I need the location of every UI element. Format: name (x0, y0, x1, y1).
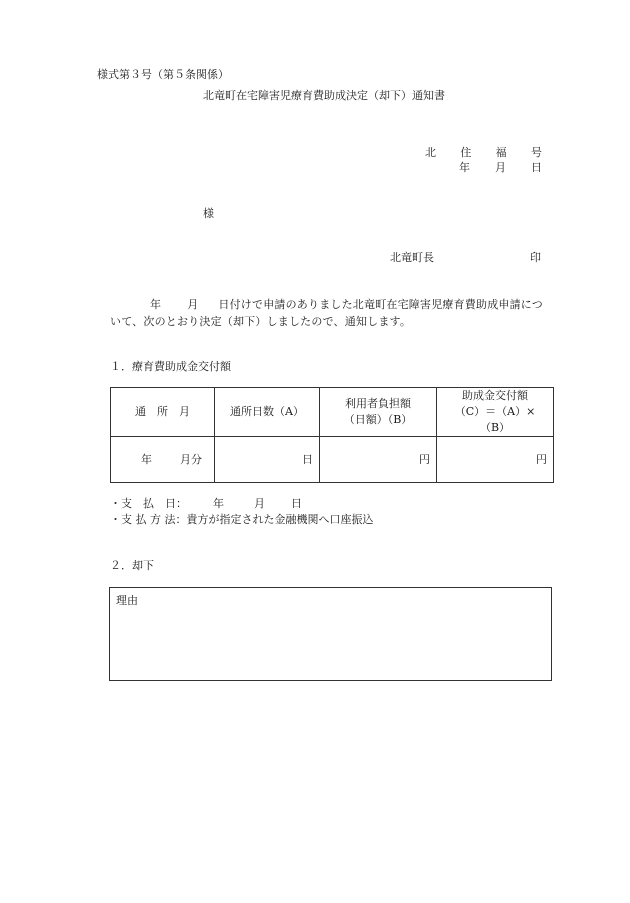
issuer-name: 北竜町長 (390, 251, 434, 264)
reason-label: 理由 (116, 594, 138, 607)
header-month: 通 所 月 (111, 388, 215, 437)
addressee-suffix: 様 (203, 207, 214, 220)
document-title: 北竜町在宅障害児療育費助成決定（却下）通知書 (203, 89, 445, 102)
table-header-row (111, 388, 554, 437)
body-paragraph: 年 月 日付けで申請のありました北竜町在宅障害児療育費助成申請につ いて、次のとおり決定（却下）しましたので、通知します。 (110, 298, 543, 328)
payment-date-line: ・支 払 日： 年 月 日 (110, 497, 302, 510)
payment-method-line: ・支 払 方 法：貴方が指定された金融機関へ口座振込 (110, 513, 374, 526)
document-number: 北 住 福 号 (425, 146, 542, 159)
section2-heading: ２．却下 (110, 559, 154, 572)
cell-burden: 円 (320, 437, 437, 483)
reason-box (109, 587, 552, 681)
header-grant: 助成金交付額 （C）＝（A）×（B） (437, 388, 554, 437)
seal-mark: 印 (530, 251, 541, 264)
header-burden: 利用者負担額 （日額）（B） (320, 388, 437, 437)
document-date: 年 月 日 (459, 161, 542, 174)
table-row (111, 437, 554, 483)
section1-heading: １．療育費助成金交付額 (110, 360, 231, 373)
grant-table (110, 387, 554, 483)
cell-month: 年 月分 (111, 437, 215, 483)
cell-days: 日 (215, 437, 320, 483)
header-days: 通所日数（A） (215, 388, 320, 437)
form-number: 様式第３号（第５条関係） (97, 68, 229, 81)
cell-grant: 円 (437, 437, 554, 483)
